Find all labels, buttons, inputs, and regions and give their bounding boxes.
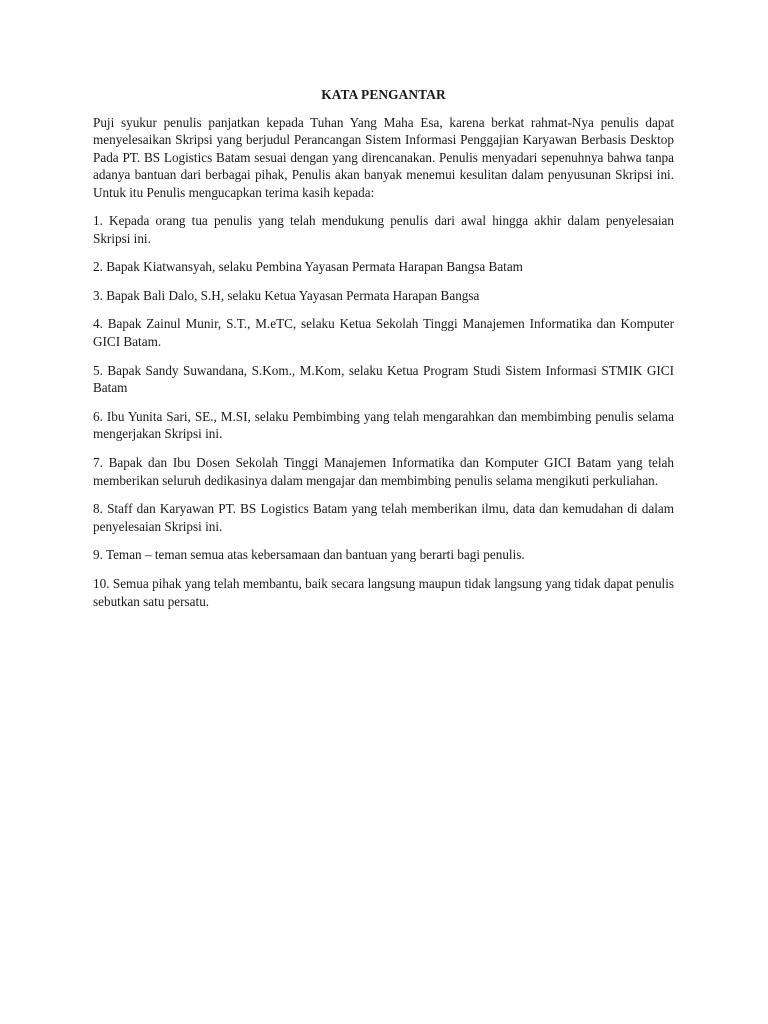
page-title: KATA PENGANTAR xyxy=(321,87,446,102)
list-item: 1. Kepada orang tua penulis yang telah mendukung penulis dari awal hingga akhir dalam penyelesaian Skripsi ini. xyxy=(93,213,674,246)
list-item: 4. Bapak Zainul Munir, S.T., M.eTC, selaku Ketua Sekolah Tinggi Manajemen Informatika dan Komputer GICI Batam. xyxy=(93,316,674,350)
list-item: 8. Staff dan Karyawan PT. BS Logistics Batam yang telah memberikan ilmu, data dan kemudahan di dalam penyelesaian Skripsi ini. xyxy=(93,501,674,534)
list-item: 10. Semua pihak yang telah membantu, baik secara langsung maupun tidak langsung yang tidak dapat penulis sebutkan satu persatu. xyxy=(93,575,674,609)
document-content xyxy=(93,86,674,621)
list-item: 6. Ibu Yunita Sari, SE., M.SI, selaku Pembimbing yang telah mengarahkan dan membimbing penulis selama mengerjakan Skripsi ini. xyxy=(93,408,674,442)
list-item: 2. Bapak Kiatwansyah, selaku Pembina Yayasan Permata Harapan Bangsa Batam xyxy=(93,259,523,275)
list-item: 5. Bapak Sandy Suwandana, S.Kom., M.Kom, selaku Ketua Program Studi Sistem Informasi STMIK GICI Batam xyxy=(93,362,674,396)
list-item: 9. Teman – teman semua atas kebersamaan dan bantuan yang berarti bagi penulis. xyxy=(93,547,525,563)
list-item: 3. Bapak Bali Dalo, S.H, selaku Ketua Yayasan Permata Harapan Bangsa xyxy=(93,287,480,303)
intro-paragraph: Puji syukur penulis panjatkan kepada Tuhan Yang Maha Esa, karena berkat rahmat-Nya penulis dapat menyelesaikan Skripsi yang berjudul Perancangan Sistem Informasi Penggajian Karyawan Berbasis Desktop Pada PT. BS Logistics Batam sesuai dengan yang direncanakan. Penulis menyadari sepenuhnya bahwa tanpa adanya bantuan dari berbagai pihak, Penulis akan banyak menemui kesulitan dalam penyusunan Skripsi ini. Untuk itu Penulis mengucapkan terima kasih kepada: xyxy=(93,114,674,200)
acknowledgement-list xyxy=(93,212,674,610)
list-item: 7. Bapak dan Ibu Dosen Sekolah Tinggi Manajemen Informatika dan Komputer GICI Batam yang telah memberikan seluruh dedikasinya dalam mengajar dan membimbing penulis selama mengikuti perkuliahan. xyxy=(93,455,674,488)
